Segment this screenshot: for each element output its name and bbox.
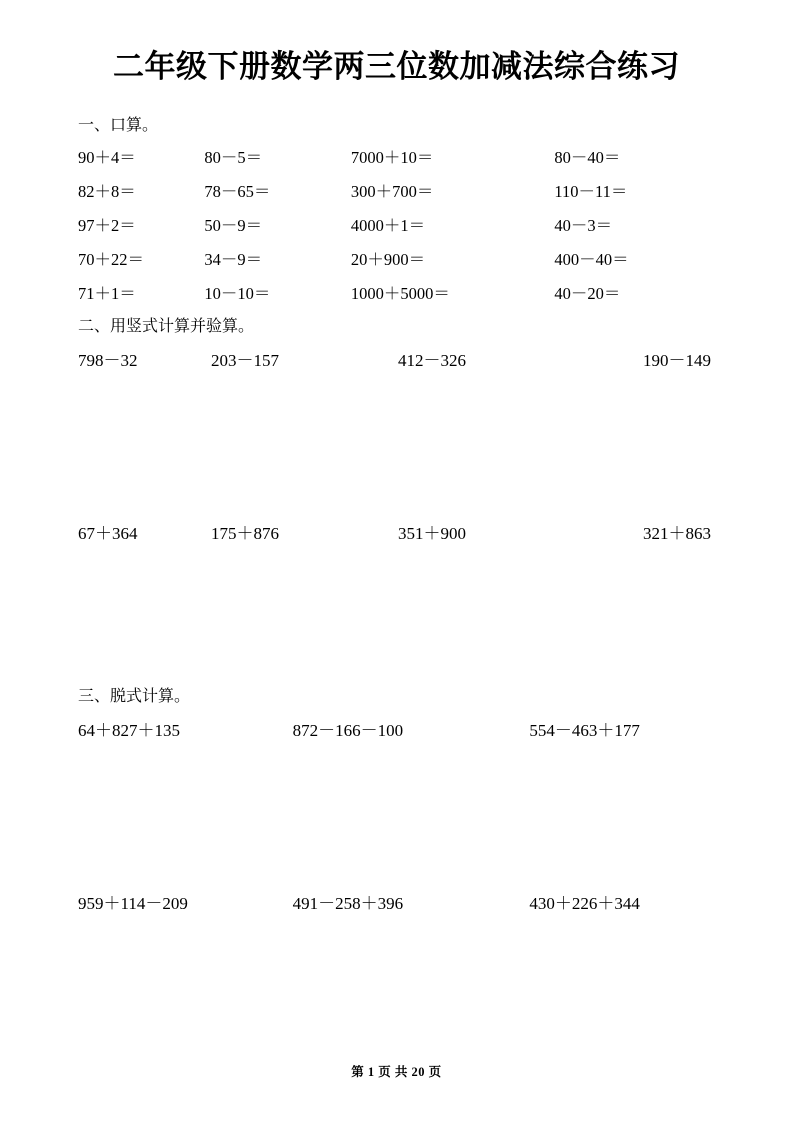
oral-row: [78, 212, 698, 246]
oral-problem: 400－40＝: [554, 250, 629, 270]
expression-problem: 872－166－100: [292, 720, 404, 740]
section-heading-3: 三、脱式计算。: [78, 687, 191, 705]
oral-problem: 90＋4＝: [78, 148, 136, 168]
expression-problem: 430＋226＋344: [529, 893, 640, 913]
section-expression-computation: [56, 684, 737, 914]
oral-problem: 7000＋10＝: [350, 148, 434, 168]
oral-problem: 50－9＝: [204, 216, 263, 236]
oral-row: [78, 246, 698, 280]
section-heading-2: 二、用竖式计算并验算。: [78, 318, 255, 336]
oral-problem: 300＋700＝: [350, 182, 434, 202]
vertical-problems: [78, 346, 718, 684]
oral-problem: 4000＋1＝: [350, 216, 426, 236]
oral-row: [78, 280, 698, 314]
answer-workspace[interactable]: [78, 741, 718, 889]
expression-problem: 491－258＋396: [292, 893, 404, 913]
oral-problem: 1000＋5000＝: [350, 284, 450, 304]
expression-problem: 554－463＋177: [529, 720, 640, 740]
vertical-problem: 175＋876: [211, 523, 279, 543]
oral-problem: 34－9＝: [204, 250, 263, 270]
expression-problem: 959＋114－209: [78, 893, 188, 913]
section-heading-1: 一、口算。: [78, 116, 159, 134]
oral-problem: 40－20＝: [554, 284, 621, 304]
vertical-problem: 412－326: [398, 350, 466, 370]
vertical-problem: 321＋863: [643, 523, 711, 543]
oral-problem: 97＋2＝: [78, 216, 136, 236]
section-vertical-computation: [56, 314, 737, 684]
oral-arithmetic-grid: [78, 144, 698, 314]
vertical-problem: 351＋900: [398, 523, 466, 543]
vertical-problem: 203－157: [211, 350, 279, 370]
oral-problem: 71＋1＝: [78, 284, 136, 304]
oral-problem: 80－40＝: [554, 148, 621, 168]
vertical-row: [78, 346, 718, 371]
expression-problems: [78, 716, 718, 914]
answer-workspace[interactable]: [78, 544, 718, 684]
section-oral-arithmetic: [56, 113, 737, 315]
oral-row: [78, 178, 698, 212]
oral-problem: 110－11＝: [554, 182, 628, 202]
oral-problem: 82＋8＝: [78, 182, 136, 202]
page-title: 二年级下册数学两三位数加减法综合练习: [113, 49, 680, 84]
oral-problem: 70＋22＝: [78, 250, 144, 270]
expression-row: [78, 889, 718, 914]
oral-problem: 10－10＝: [204, 284, 271, 304]
oral-problem: 20＋900＝: [350, 250, 426, 270]
vertical-problem: 67＋364: [78, 523, 138, 543]
expression-row: [78, 716, 718, 741]
page-footer: 第 1 页 共 20 页: [351, 1065, 442, 1079]
vertical-problem: 798－32: [78, 350, 138, 370]
oral-row: [78, 144, 698, 178]
expression-problem: 64＋827＋135: [78, 720, 180, 740]
page-content: [56, 30, 737, 914]
oral-problem: 78－65＝: [204, 182, 271, 202]
oral-problem: 40－3＝: [554, 216, 613, 236]
oral-problem: 80－5＝: [204, 148, 263, 168]
vertical-row: [78, 519, 718, 544]
answer-workspace[interactable]: [78, 371, 718, 519]
vertical-problem: 190－149: [643, 350, 711, 370]
